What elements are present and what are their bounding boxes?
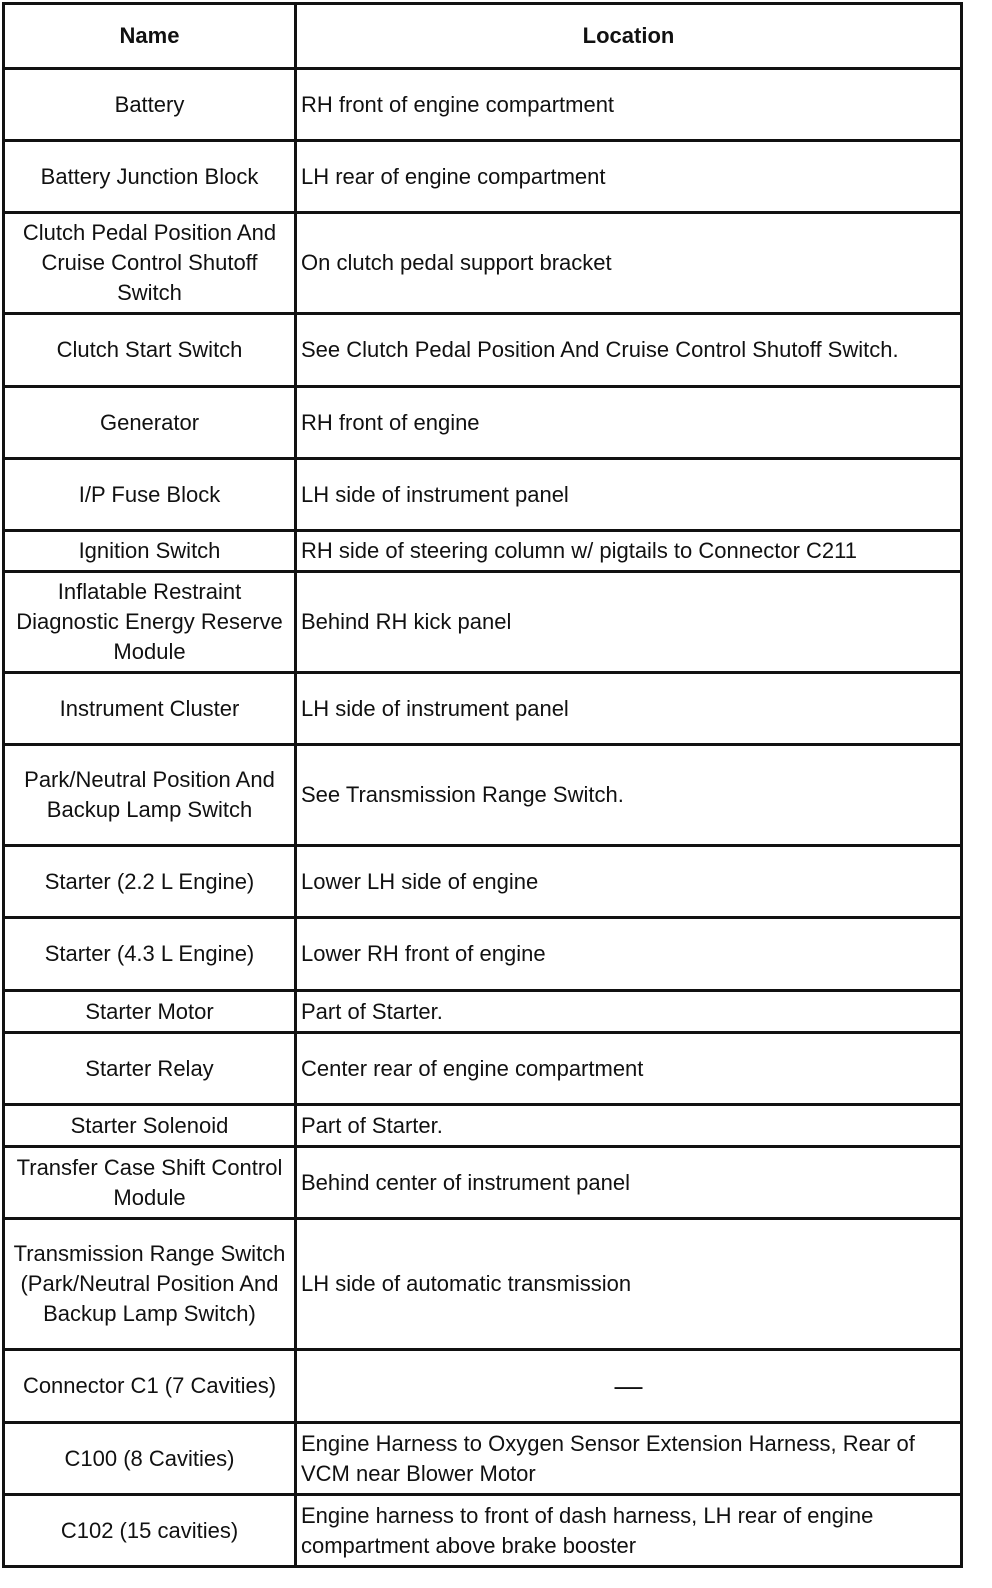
component-name: C100 (8 Cavities) [4, 1423, 296, 1495]
table-row [4, 387, 962, 459]
component-name: Battery [4, 69, 296, 141]
component-location: On clutch pedal support bracket [296, 213, 962, 314]
component-name: Clutch Pedal Position And Cruise Control Shutoff Switch [4, 213, 296, 314]
component-name: Park/Neutral Position And Backup Lamp Switch [4, 745, 296, 846]
component-name: C102 (15 cavities) [4, 1495, 296, 1567]
component-name: Connector C1 (7 Cavities) [4, 1350, 296, 1423]
component-location: Center rear of engine compartment [296, 1033, 962, 1105]
table-row [4, 1495, 962, 1567]
component-location: Part of Starter. [296, 991, 962, 1033]
component-location: RH front of engine compartment [296, 69, 962, 141]
header-row [4, 4, 962, 69]
component-location: Behind RH kick panel [296, 572, 962, 673]
table-row [4, 531, 962, 572]
component-location: See Clutch Pedal Position And Cruise Control Shutoff Switch. [296, 314, 962, 387]
component-name: Instrument Cluster [4, 673, 296, 745]
component-location: Lower RH front of engine [296, 918, 962, 991]
component-name: I/P Fuse Block [4, 459, 296, 531]
component-location: Behind center of instrument panel [296, 1147, 962, 1219]
table-row [4, 314, 962, 387]
component-name: Inflatable Restraint Diagnostic Energy Reserve Module [4, 572, 296, 673]
component-name: Clutch Start Switch [4, 314, 296, 387]
component-name: Transmission Range Switch (Park/Neutral Position And Backup Lamp Switch) [4, 1219, 296, 1350]
table-row [4, 991, 962, 1033]
component-location: Engine Harness to Oxygen Sensor Extension Harness, Rear of VCM near Blower Motor [296, 1423, 962, 1495]
component-name: Ignition Switch [4, 531, 296, 572]
table-row [4, 673, 962, 745]
table-row [4, 459, 962, 531]
table-row [4, 1147, 962, 1219]
component-location: LH side of instrument panel [296, 459, 962, 531]
table-row [4, 1350, 962, 1423]
component-location: Lower LH side of engine [296, 846, 962, 918]
component-location: LH rear of engine compartment [296, 141, 962, 213]
table-row [4, 745, 962, 846]
table-row [4, 846, 962, 918]
component-name: Transfer Case Shift Control Module [4, 1147, 296, 1219]
component-name: Battery Junction Block [4, 141, 296, 213]
table-row [4, 141, 962, 213]
component-name: Starter (2.2 L Engine) [4, 846, 296, 918]
table-row [4, 1033, 962, 1105]
component-location: — [296, 1350, 962, 1423]
component-name: Starter Solenoid [4, 1105, 296, 1147]
component-location: See Transmission Range Switch. [296, 745, 962, 846]
component-location: LH side of instrument panel [296, 673, 962, 745]
header-location: Location [296, 4, 962, 69]
component-name: Generator [4, 387, 296, 459]
component-location: RH side of steering column w/ pigtails to Connector C211 [296, 531, 962, 572]
table-row [4, 918, 962, 991]
component-location: RH front of engine [296, 387, 962, 459]
table-row [4, 1219, 962, 1350]
table-row [4, 1105, 962, 1147]
component-location: LH side of automatic transmission [296, 1219, 962, 1350]
table-row [4, 213, 962, 314]
component-name: Starter Relay [4, 1033, 296, 1105]
table-row [4, 1423, 962, 1495]
component-name: Starter Motor [4, 991, 296, 1033]
component-location-table [2, 2, 963, 1568]
component-name: Starter (4.3 L Engine) [4, 918, 296, 991]
header-name: Name [4, 4, 296, 69]
component-location: Engine harness to front of dash harness, LH rear of engine compartment above brake booster [296, 1495, 962, 1567]
component-location: Part of Starter. [296, 1105, 962, 1147]
table-row [4, 572, 962, 673]
table-row [4, 69, 962, 141]
